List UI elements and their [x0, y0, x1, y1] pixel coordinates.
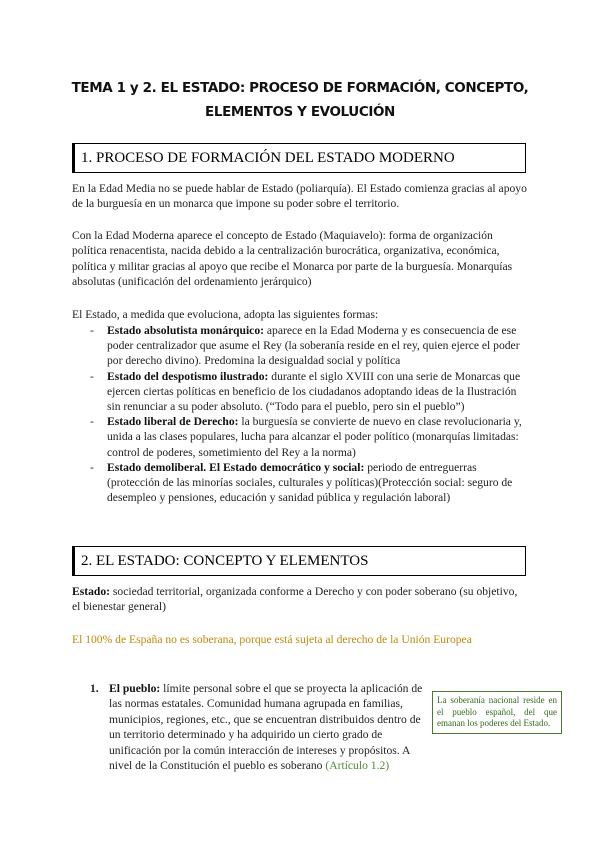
form-text: periodo de entreguerras (protección de las minorías sociales, culturales y políticas)(Protección social: seguro de desempleo y pensiones, educación y sanidad pública y regulación laboral) — [107, 460, 513, 505]
item-number: 1. — [90, 682, 99, 695]
element-people — [90, 681, 430, 773]
form-text: durante el siglo XVIII con una serie de Monarcas que ejercen ciertas políticas en beneficio de los ciudadanos adoptando ideas de la Ilustración sin renunciar a su poder absoluto. (“Todo para el pueblo, pero sin el pueblo”) — [107, 369, 521, 414]
paragraph-1: En la Edad Media no se puede hablar de Estado (poliarquía). El Estado comienza gracias al apoyo de la burguesía en un monarca que impone su poder sobre el territorio. — [72, 182, 527, 211]
state-forms-list — [72, 323, 528, 505]
section-1-heading: 1. PROCESO DE FORMACIÓN DEL ESTADO MODERNO — [72, 143, 526, 173]
paragraph-2: Con la Edad Moderna aparece el concepto de Estado (Maquiavelo): forma de organización política renacentista, nacida debido a la centralización burocrática, organizativa, económica, política y militar gracias al apoyo que recibe el Monarca por parte de la burguesía. Monarquías absolutas (unificación del ordenamiento jerárquico) — [72, 229, 513, 289]
dash-marker: - — [90, 369, 94, 383]
margin-note: La soberanía nacional reside en el pueblo español, del que emanan los poderes del Estado. — [432, 691, 562, 734]
definition-text: sociedad territorial, organizada conforme a Derecho y con poder soberano (su objetivo, el bienestar general) — [72, 585, 518, 614]
article-reference: (Artículo 1.2) — [325, 759, 390, 773]
state-definition — [72, 584, 528, 615]
list-item — [72, 460, 528, 506]
form-term: Estado absolutista monárquico: — [107, 324, 264, 337]
page-title — [40, 76, 560, 124]
form-term: Estado liberal de Derecho: — [107, 415, 239, 429]
list-item — [72, 414, 528, 460]
dash-marker: - — [90, 415, 94, 429]
dash-marker: - — [90, 324, 94, 337]
item-term: El pueblo: — [109, 682, 161, 695]
form-term: Estado demoliberal. El Estado democrático y social: — [107, 460, 365, 474]
title-line-2: ELEMENTOS Y EVOLUCIÓN — [205, 104, 395, 120]
title-line-1: TEMA 1 y 2. EL ESTADO: PROCESO DE FORMACIÓN, CONCEPTO, — [71, 80, 529, 96]
form-term: Estado del despotismo ilustrado: — [107, 369, 269, 383]
item-text: límite personal sobre el que se proyecta la aplicación de las normas estatales. Comunidad humana agrupada en familias, municipios, regiones, etc., que se encuentran distribuidos dentro de un territorio determinado y ha adquirido un cierto grado de unificación por la común interacción de intereses y propósitos. A nivel de la Constitución el pueblo es soberano — [109, 682, 423, 773]
section-2-heading: 2. EL ESTADO: CONCEPTO Y ELEMENTOS — [72, 546, 526, 576]
form-text: la burguesía se convierte de nuevo en clase revolucionaria y, unida a las clases populares, lucha para alcanzar el poder político (monarquías limitadas: control de poderes, sometimiento del Rey a la norma) — [107, 415, 522, 459]
paragraph-3: El Estado, a medida que evoluciona, adopta las siguientes formas: — [72, 308, 379, 321]
dash-marker: - — [90, 460, 94, 474]
list-item — [72, 323, 528, 369]
definition-term: Estado: — [72, 585, 111, 598]
list-item — [72, 369, 528, 415]
form-text: aparece en la Edad Moderna y es consecuencia de ese poder centralizador que asume el Rey (la soberanía reside en el rey, quien ejerce el poder por derecho divino). Predomina la desigualdad social y política — [107, 324, 520, 368]
eu-sovereignty-note: El 100% de España no es soberana, porque está sujeta al derecho de la Unión Europea — [72, 633, 472, 646]
